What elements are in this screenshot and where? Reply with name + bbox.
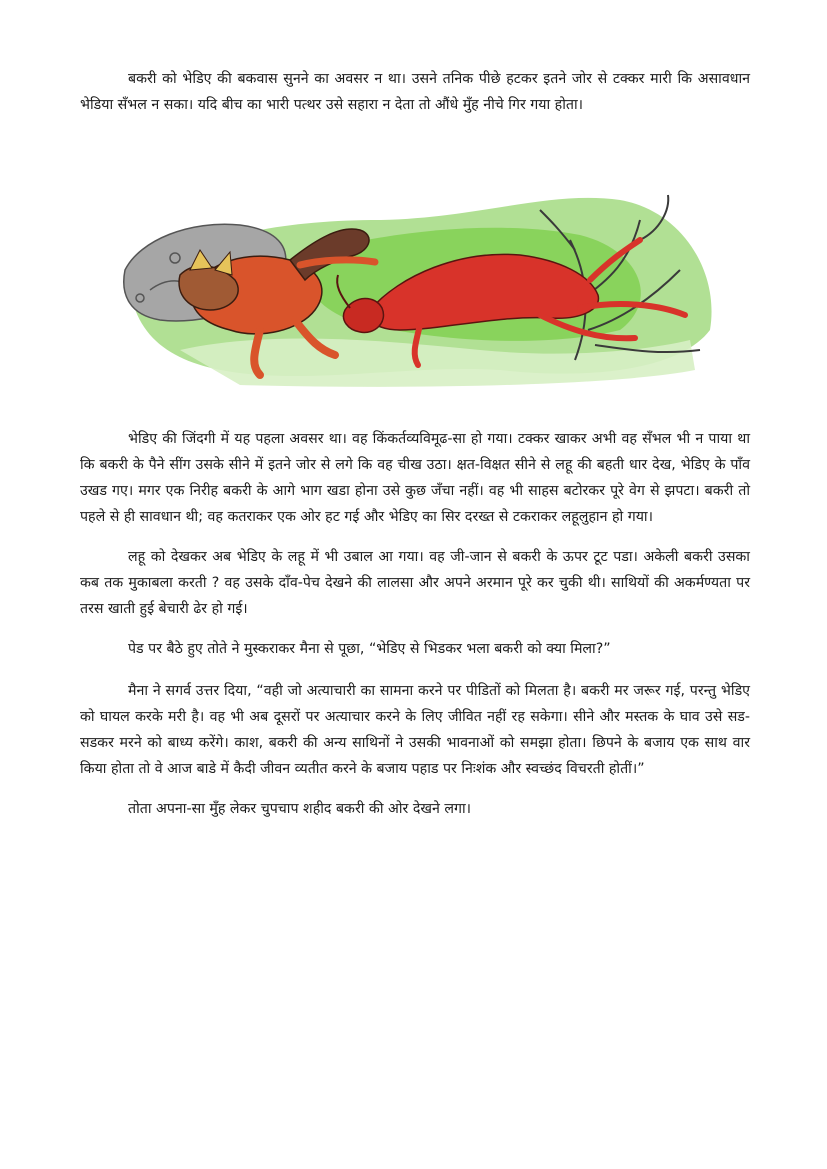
wolf-goat-fight-illustration (120, 180, 720, 395)
paragraph-3: लहू को देखकर अब भेडिए के लहू में भी उबाल आ गया। वह जी-जान से बकरी के ऊपर टूट पडा। अकेली बकरी उसका कब तक मुकाबला करती ? वह उसके दाँव-पेच देखने की लालसा और अपने अरमान पूरे कर चुकी थी। साथियों की अकर्मण्यता पर तरस खाती हुई बेचारी ढेर हो गई। (80, 549, 750, 617)
paragraph-1: बकरी को भेडिए की बकवास सुनने का अवसर न था। उसने तनिक पीछे हटकर इतने जोर से टक्कर मारी कि असावधान भेडिया सँभल न सका। यदि बीच का भारी पत्थर उसे सहारा न देता तो औंधे मुँह नीचे गिर गया होता। (80, 71, 750, 113)
page-body (80, 426, 750, 836)
paragraph-5: मैना ने सगर्व उत्तर दिया, “वही जो अत्याचारी का सामना करने पर पीडितों को मिलता है। बकरी मर जरूर गई, परन्तु भेडिए को घायल करके मरी है। वह भी अब दूसरों पर अत्याचार करने के लिए जीवित नहीं रह सकेगा। सीने और मस्तक के घाव उसे सड-सडकर मरने को बाध्य करेंगे। काश, बकरी की अन्य साथिनों ने उसकी भावनाओं को समझा होता। छिपने के बजाय एक साथ वार किया होता तो वे आज बाडे में कैदी जीवन व्यतीत करने के बजाय पहाड पर निःशंक और स्वच्छंद विचरती होतीं।” (80, 683, 750, 777)
paragraph-6: तोता अपना-सा मुँह लेकर चुपचाप शहीद बकरी की ओर देखने लगा। (128, 801, 472, 817)
paragraph-4: पेड पर बैठे हुए तोते ने मुस्कराकर मैना से पूछा, “भेडिए से भिडकर भला बकरी को क्या मिला?” (128, 641, 611, 657)
paragraph-2: भेडिए की जिंदगी में यह पहला अवसर था। वह किंकर्तव्यविमूढ-सा हो गया। टक्कर खाकर अभी वह सँभल भी न पाया था कि बकरी के पैने सींग उसके सीने में इतने जोर से लगे कि वह चीख उठा। क्षत-विक्षत सीने से लहू की बहती धार देख, भेडिए के पाँव उखड गए। मगर एक निरीह बकरी के आगे भाग खडा होना उसे कुछ जँचा नहीं। वह भी साहस बटोरकर पूरे वेग से झपटा। बकरी तो पहले से ही सावधान थी; वह कतराकर एक ओर हट गई और भेडिए का सिर दरख्त से टकराकर लहूलुहान हो गया। (80, 431, 750, 525)
page-top (80, 66, 750, 118)
